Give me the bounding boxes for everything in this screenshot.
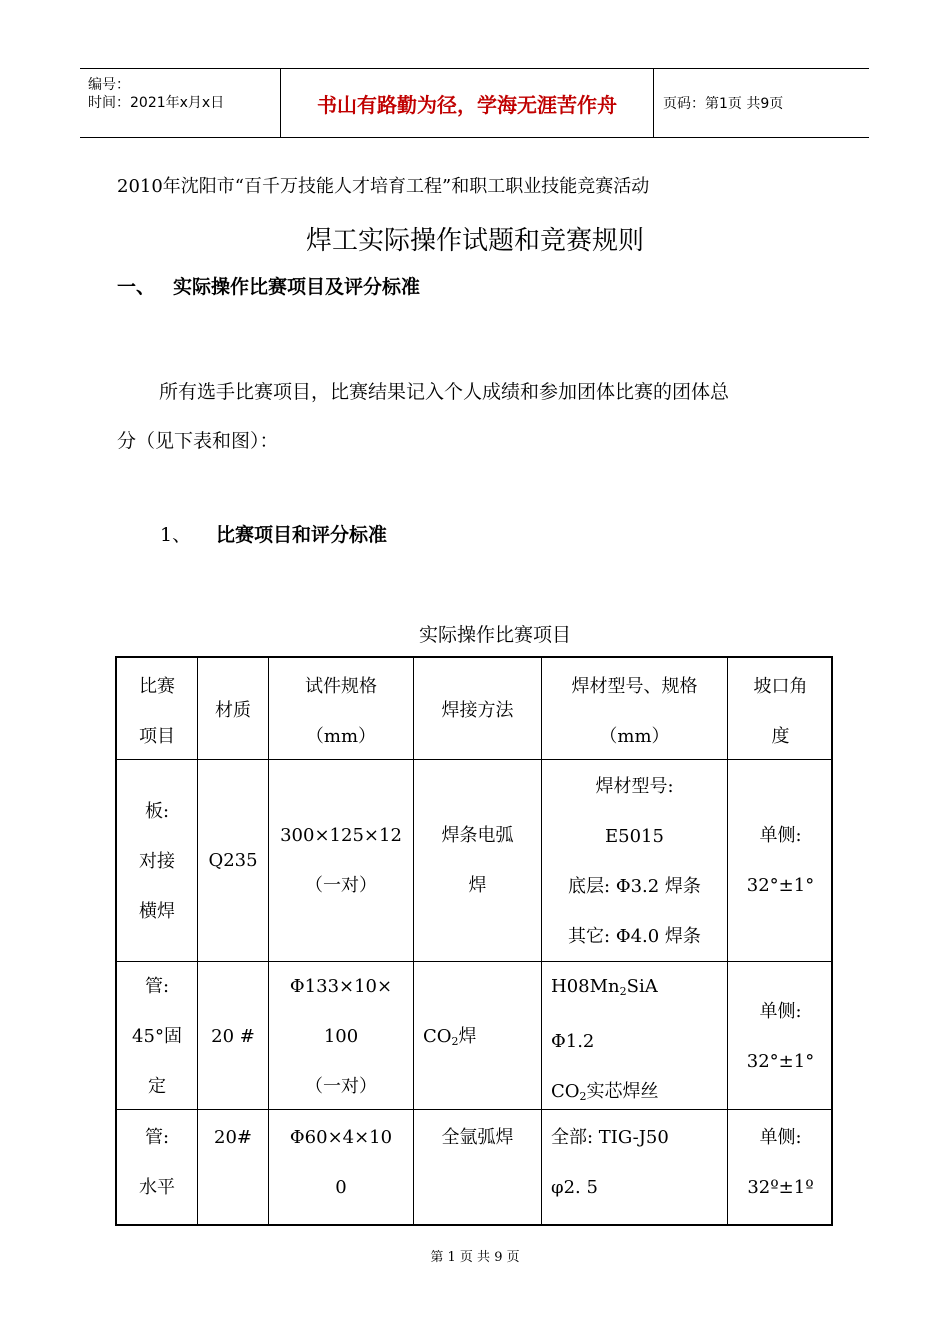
row1-spec: 300×125×12 （一对） bbox=[280, 825, 402, 896]
row2-groove: 单侧: 32°±1° bbox=[746, 1001, 815, 1072]
row2-method: $CO_2$焊 bbox=[423, 1026, 477, 1048]
section-title: 实际操作比赛项目及评分标准 bbox=[173, 276, 421, 298]
document-title: 焊工实际操作试题和竞赛规则 bbox=[305, 226, 644, 256]
number-label: 编号： bbox=[88, 77, 130, 93]
row2-spec: Φ133×10× 100 （一对） bbox=[289, 976, 393, 1097]
header-motto: 书山有路勤为径，学海无涯苦作舟 bbox=[281, 69, 654, 137]
document-header bbox=[80, 68, 869, 138]
row2-event: 管: 45°固 定 bbox=[132, 976, 182, 1097]
competition-table bbox=[115, 656, 833, 1226]
header-page-info: 页码：第1页 共9页 bbox=[663, 96, 784, 112]
page-footer: 第 1 页 共 9 页 bbox=[430, 1250, 520, 1265]
time-label: 时间：2021年x月x日 bbox=[88, 95, 225, 111]
subsection-number: 1、 bbox=[160, 524, 192, 546]
row1-method: 焊条电弧 焊 bbox=[441, 825, 514, 896]
header-consumable: 焊材型号、规格 （mm） bbox=[571, 676, 698, 747]
row3-consumable: 全部: TIG-J50 φ2. 5 bbox=[551, 1127, 669, 1198]
intro-paragraph bbox=[117, 368, 837, 466]
row3-spec: Φ60×4×10 0 bbox=[289, 1127, 393, 1198]
row2-consumable: $H08Mn_2SiA$ Φ1.2 $CO_2$实芯焊丝 bbox=[551, 976, 659, 1103]
row3-method: 全氩弧焊 bbox=[441, 1127, 514, 1148]
header-method: 焊接方法 bbox=[441, 700, 514, 721]
row3-groove: 单侧: 32º±1º bbox=[747, 1127, 814, 1198]
row3-event: 管: 水平 bbox=[139, 1127, 175, 1198]
subsection-heading bbox=[160, 520, 387, 547]
header-spec: 试件规格 （mm） bbox=[305, 676, 377, 747]
header-event: 比赛 项目 bbox=[139, 676, 175, 747]
paragraph-line: 所有选手比赛项目，比赛结果记入个人成绩和参加团体比赛的团体总 bbox=[159, 381, 730, 403]
section-heading bbox=[117, 272, 420, 299]
table-caption: 实际操作比赛项目 bbox=[418, 624, 571, 646]
row1-groove: 单侧: 32°±1° bbox=[746, 825, 815, 896]
organization-line: 2010年沈阳市“百千万技能人才培育工程”和职工职业技能竞赛活动 bbox=[117, 176, 650, 197]
subsection-title: 比赛项目和评分标准 bbox=[216, 524, 388, 546]
row1-consumable: 焊材型号: E5015 底层: Φ3.2 焊条 其它: Φ4.0 焊条 bbox=[568, 776, 701, 947]
section-number: 一、 bbox=[117, 276, 156, 298]
row1-event: 板: 对接 横焊 bbox=[139, 801, 175, 922]
header-meta bbox=[80, 69, 281, 137]
header-material: 材质 bbox=[215, 700, 251, 721]
row1-material: Q235 bbox=[208, 850, 258, 871]
row2-material: 20 # bbox=[211, 1026, 255, 1047]
row3-material: 20# bbox=[214, 1127, 252, 1148]
header-groove: 坡口角 度 bbox=[753, 676, 808, 747]
paragraph-line: 分（见下表和图）： bbox=[117, 430, 279, 452]
